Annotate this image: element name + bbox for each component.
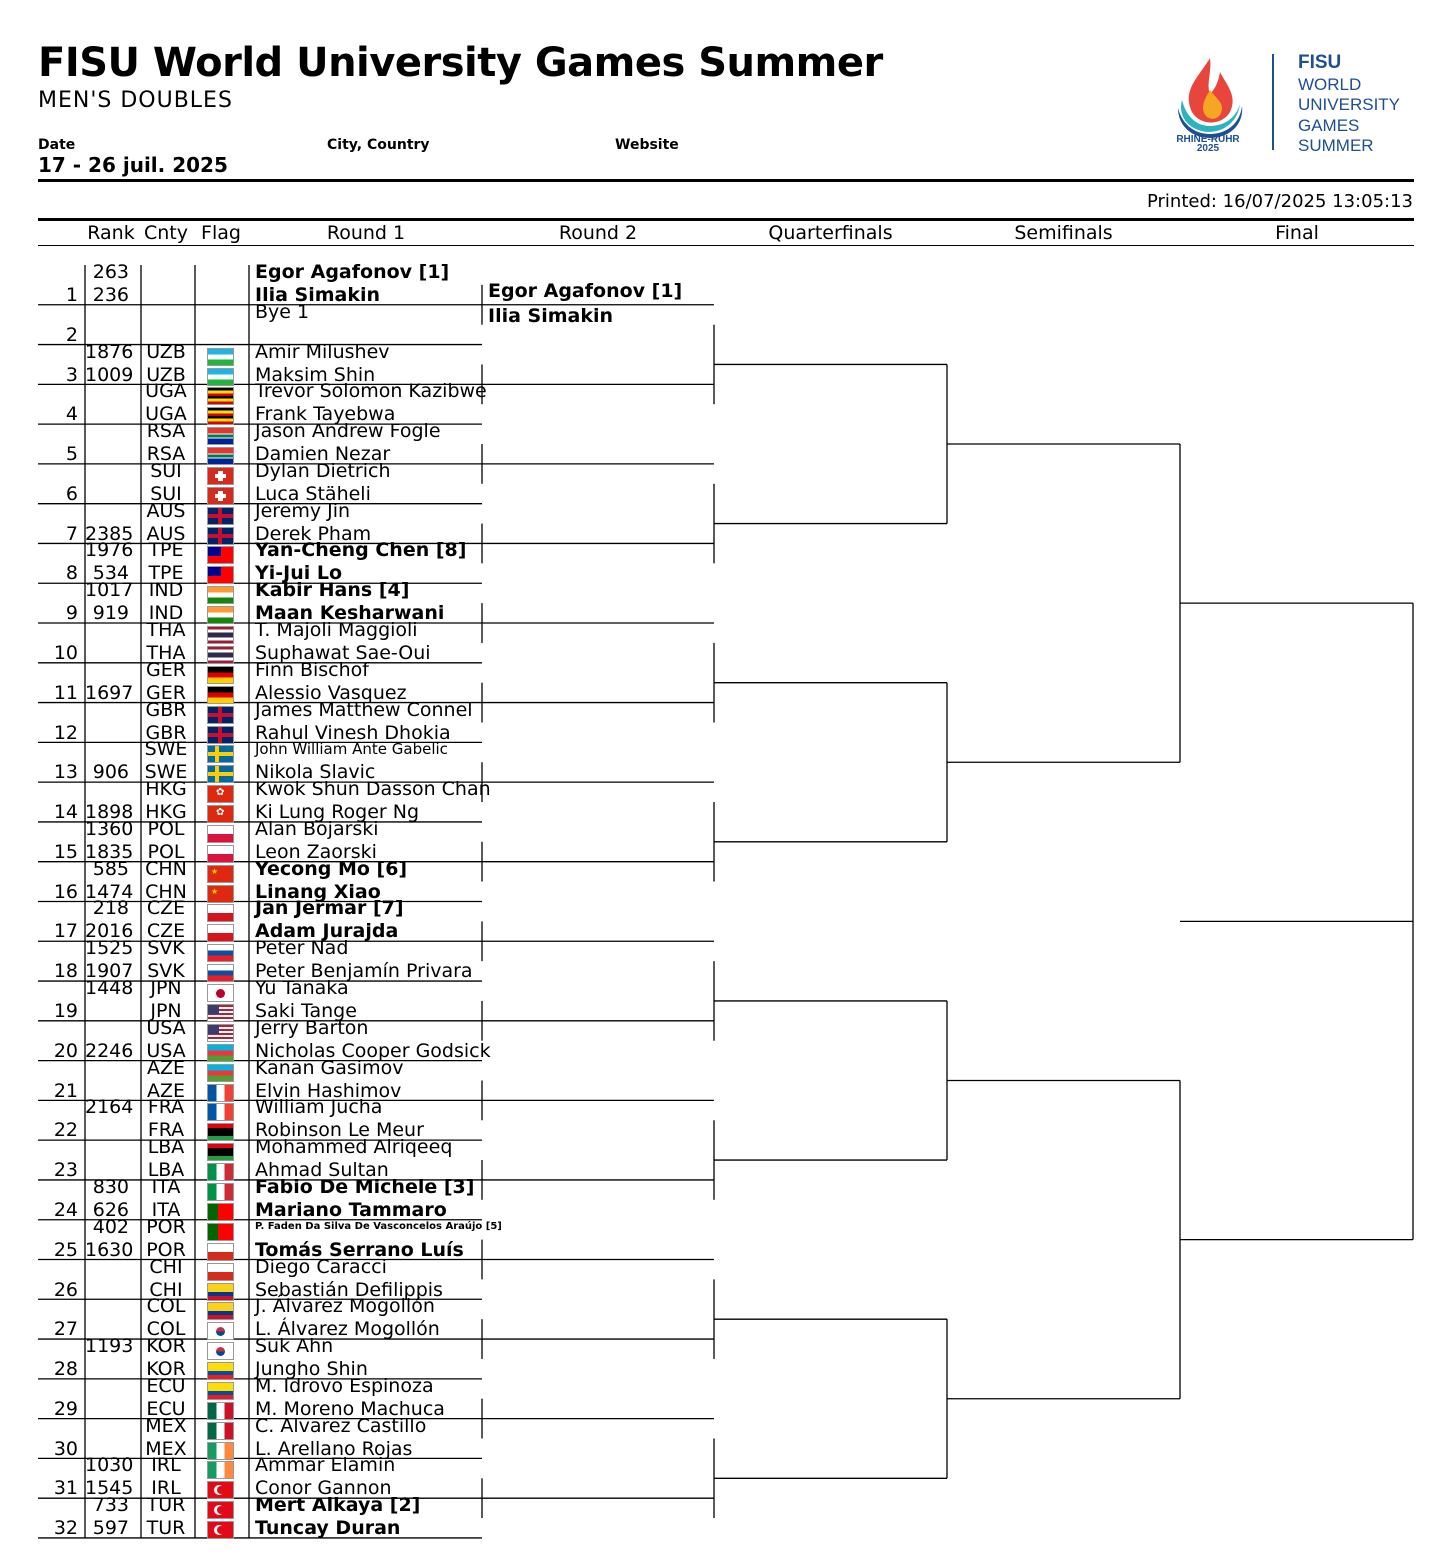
country-2: USA	[146, 1039, 186, 1062]
flag-usa-icon	[207, 1024, 234, 1042]
rank-2: 626	[92, 1198, 129, 1221]
flag-ger-icon	[207, 686, 234, 704]
draw-position: 5	[65, 443, 78, 466]
flag-gbr-icon	[207, 726, 234, 744]
draw-position: 26	[53, 1278, 78, 1301]
player-2: Conor Gannon	[255, 1477, 392, 1500]
country-1: FRA	[147, 1096, 185, 1119]
player-1: Yu Tanaka	[255, 977, 349, 1000]
col-final: Final	[1275, 222, 1319, 244]
flag-irl-icon	[207, 1461, 234, 1479]
rank-1: 1193	[85, 1335, 134, 1358]
country-2: POR	[146, 1238, 186, 1261]
country-2: IRL	[151, 1477, 181, 1500]
country-1: TUR	[146, 1494, 186, 1517]
player-1: Trevor Solomon Kazibwe	[255, 380, 487, 403]
rank-2: 906	[92, 761, 129, 784]
player-2: Mariano Tammaro	[255, 1198, 447, 1221]
event-subtitle: MEN'S DOUBLES	[38, 88, 233, 113]
rank-1: 1017	[85, 579, 134, 602]
player-2: Nikola Slavic	[255, 761, 376, 784]
country-2: LBA	[147, 1159, 185, 1182]
country-1: THA	[146, 619, 186, 642]
rank-1: 402	[92, 1215, 129, 1238]
country-1: AUS	[146, 499, 186, 522]
flag-ind-icon	[207, 586, 234, 604]
country-2: AUS	[146, 522, 186, 545]
flag-cze-icon	[207, 924, 234, 942]
player-2: Derek Pham	[255, 522, 372, 545]
player-1: Ammar Elamin	[255, 1454, 396, 1477]
flag-ecu-icon	[207, 1362, 234, 1380]
rank-1: 1030	[85, 1454, 134, 1477]
flag-kor-icon	[207, 1342, 234, 1360]
flag-swe-icon	[207, 745, 234, 763]
player-2: Frank Tayebwa	[255, 403, 396, 426]
flag-jpn-icon	[207, 984, 234, 1002]
player-1: John William Ante Gabelic	[255, 740, 448, 759]
flag-irl-icon	[207, 1442, 234, 1460]
rank-1: 1525	[85, 937, 134, 960]
country-1: SWE	[144, 738, 188, 761]
logo-text-rhine: RHINE-RUHR	[1176, 134, 1240, 145]
player-2: Suphawat Sae-Oui	[255, 642, 431, 665]
country-2: CHN	[145, 880, 187, 903]
flag-lba-icon	[207, 1123, 234, 1141]
col-round2: Round 2	[558, 222, 638, 244]
player-1: Kanan Gasimov	[255, 1056, 404, 1079]
rank-2: 597	[92, 1517, 129, 1540]
draw-position: 17	[53, 920, 78, 943]
logo-world: WORLD	[1298, 75, 1362, 94]
col-semifinals: Semifinals	[1014, 222, 1113, 244]
flag-mex-icon	[207, 1402, 234, 1420]
player-2: Sebastián Defilippis	[255, 1278, 443, 1301]
rank-1: 218	[92, 897, 129, 920]
rank-2: 1474	[85, 880, 134, 903]
player-2: Maksim Shin	[255, 363, 376, 386]
country-1: JPN	[150, 977, 182, 1000]
draw-position: 31	[53, 1477, 78, 1500]
player-1: Yecong Mo [6]	[255, 857, 408, 880]
country-1: UGA	[145, 380, 187, 403]
player-2: Rahul Vinesh Dhokia	[255, 721, 451, 744]
player-2: Jungho Shin	[255, 1358, 368, 1381]
flag-ita-icon	[207, 1183, 234, 1201]
player-1: Dylan Dietrich	[255, 459, 391, 482]
country-1: SUI	[150, 459, 182, 482]
draw-position: 10	[53, 642, 78, 665]
flag-ecu-icon	[207, 1382, 234, 1400]
player-2: Tuncay Duran	[255, 1517, 401, 1540]
rank-1: 1448	[85, 977, 134, 1000]
flag-ger-icon	[207, 666, 234, 684]
flag-pol-icon	[207, 845, 234, 863]
country-2: KOR	[146, 1358, 186, 1381]
player-2: Nicholas Cooper Godsick	[255, 1039, 491, 1062]
country-2: CHI	[149, 1278, 183, 1301]
country-1: ECU	[146, 1374, 186, 1397]
draw-position: 18	[53, 960, 78, 983]
country-2: FRA	[147, 1119, 185, 1142]
country-1: IRL	[151, 1454, 181, 1477]
draw-position: 23	[53, 1159, 78, 1182]
player-1: Kabir Hans [4]	[255, 579, 410, 602]
draw-position: 16	[53, 880, 78, 903]
flag-fra-icon	[207, 1103, 234, 1121]
rank-1: 830	[92, 1175, 129, 1198]
player-1: Kwok Shun Dasson Chan	[255, 778, 491, 801]
draw-position: 32	[53, 1517, 78, 1540]
player-1: Finn Bischof	[255, 658, 369, 681]
player-2: Maan Kesharwani	[255, 602, 445, 625]
country-2: THA	[146, 642, 186, 665]
rank-2: 534	[92, 562, 129, 585]
draw-position: 9	[65, 602, 78, 625]
player-1: Alan Bojarski	[255, 817, 379, 840]
rank-2: 1835	[85, 840, 134, 863]
flag-swe-icon	[207, 765, 234, 783]
website-label: Website	[615, 137, 679, 153]
draw-position: 14	[53, 801, 78, 824]
draw-position: 29	[53, 1397, 78, 1420]
draw-position: 30	[53, 1437, 78, 1460]
rank-1: 585	[92, 857, 129, 880]
player-1: J. Álvarez Mogollón	[255, 1295, 435, 1318]
country-1: TPE	[148, 539, 184, 562]
flag-hkg-icon: ✿	[207, 785, 234, 803]
player-1: M. Idrovo Espinoza	[255, 1374, 434, 1397]
player-2: Damien Nezar	[255, 443, 391, 466]
player-1: Jan Jermar [7]	[255, 897, 404, 920]
flag-chn-icon: ★	[207, 865, 234, 883]
rank-2: 1009	[85, 363, 134, 386]
round2-winner-2: Ilia Simakin	[488, 305, 614, 327]
player-1: Jeremy Jin	[255, 499, 351, 522]
country-1: CHI	[149, 1255, 183, 1278]
player-1: Diego Caracci	[255, 1255, 387, 1278]
player-2: Adam Jurajda	[255, 920, 399, 943]
flag-col-icon	[207, 1302, 234, 1320]
logo-university: UNIVERSITY	[1298, 95, 1401, 114]
country-1: SVK	[147, 937, 185, 960]
country-1: MEX	[145, 1414, 187, 1437]
col-rank: Rank	[87, 222, 135, 244]
player-1: William Jucha	[255, 1096, 383, 1119]
draw-position: 7	[65, 522, 78, 545]
draw-position: 22	[53, 1119, 78, 1142]
flag-tpe-icon	[207, 566, 234, 584]
country-2: SWE	[144, 761, 188, 784]
country-2: IND	[148, 602, 184, 625]
rank-1: 1360	[85, 817, 134, 840]
draw-position: 8	[65, 562, 78, 585]
country-1: GER	[146, 658, 186, 681]
flag-kor-icon	[207, 1322, 234, 1340]
player-2: Robinson Le Meur	[255, 1119, 424, 1142]
country-1: LBA	[147, 1136, 185, 1159]
flag-aze-icon	[207, 1044, 234, 1062]
flag-cze-icon	[207, 904, 234, 922]
country-1: ITA	[151, 1175, 181, 1198]
player-2: Ilia Simakin	[255, 284, 381, 306]
country-2: UGA	[145, 403, 187, 426]
player-2: M. Moreno Machuca	[255, 1397, 445, 1420]
player-1: Fabio De Michele [3]	[255, 1175, 475, 1198]
draw-position: 11	[53, 681, 78, 704]
rank-2: 1697	[85, 681, 134, 704]
country-1: UZB	[146, 340, 186, 363]
player-2: L. Álvarez Mogollón	[255, 1318, 440, 1341]
flag-aus-icon	[207, 507, 234, 525]
country-1: POL	[147, 817, 185, 840]
country-2: UZB	[146, 363, 186, 386]
flag-tha-icon	[207, 626, 234, 644]
country-2: RSA	[146, 443, 186, 466]
col-flag: Flag	[201, 222, 241, 244]
country-2: TPE	[148, 562, 184, 585]
flag-uga-icon	[207, 387, 234, 405]
rank-2: 1907	[85, 960, 134, 983]
flag-col-icon	[207, 1283, 234, 1301]
player-1: Jason Andrew Fogle	[255, 420, 441, 443]
player-2: Alessio Vasquez	[255, 681, 407, 704]
rank-1: 2164	[85, 1096, 134, 1119]
player-1: T. Majoli Maggioli	[255, 619, 418, 642]
flag-hkg-icon: ✿	[207, 805, 234, 823]
rank-2: 2016	[85, 920, 134, 943]
country-1: GBR	[145, 698, 187, 721]
country-1: AZE	[146, 1056, 186, 1079]
draw-position: 12	[53, 721, 78, 744]
country-2: JPN	[150, 1000, 182, 1023]
draw-position: 19	[53, 1000, 78, 1023]
draw-position: 3	[65, 363, 78, 386]
player-1: C. Alvarez Castillo	[255, 1414, 427, 1437]
flag-mex-icon	[207, 1422, 234, 1440]
player-2: Leon Zaorski	[255, 840, 377, 863]
country-1: POR	[146, 1215, 186, 1238]
player-2: Linang Xiao	[255, 880, 381, 903]
country-1: IND	[148, 579, 184, 602]
flag-tur-icon	[207, 1481, 234, 1499]
country-1: USA	[146, 1016, 186, 1039]
col-round1: Round 1	[326, 222, 406, 244]
rank-1: 733	[92, 1494, 129, 1517]
player-2: Elvin Hashimov	[255, 1079, 402, 1102]
country-2: COL	[146, 1318, 186, 1341]
flag-ita-icon	[207, 1163, 234, 1181]
rank-1: 1976	[85, 539, 134, 562]
country-2: ECU	[146, 1397, 186, 1420]
player-1: Bye 1	[255, 300, 310, 323]
col-quarterfinals: Quarterfinals	[768, 222, 893, 244]
country-1: RSA	[146, 420, 186, 443]
draw-position: 28	[53, 1358, 78, 1381]
rank-2: 1630	[85, 1238, 134, 1261]
rank-2: 2246	[85, 1039, 134, 1062]
flag-svk-icon	[207, 964, 234, 982]
flag-por-icon	[207, 1203, 234, 1221]
player-1: Jerry Barton	[255, 1016, 369, 1039]
flag-uzb-icon	[207, 348, 234, 366]
country-2: TUR	[146, 1517, 186, 1540]
logo-summer: SUMMER	[1298, 136, 1374, 155]
flag-uga-icon	[207, 407, 234, 425]
country-2: AZE	[146, 1079, 186, 1102]
flag-aus-icon	[207, 527, 234, 545]
flag-gbr-icon	[207, 706, 234, 724]
col-cnty: Cnty	[143, 222, 188, 244]
draw-position: 21	[53, 1079, 78, 1102]
player-2: Yi-Jui Lo	[255, 562, 343, 585]
country-1: CZE	[146, 897, 186, 920]
country-2: CZE	[146, 920, 186, 943]
player-1: Amir Milushev	[255, 340, 390, 363]
flag-usa-icon	[207, 1004, 234, 1022]
draw-position: 13	[53, 761, 78, 784]
flag-aze-icon	[207, 1064, 234, 1082]
draw-position: 1	[65, 284, 78, 306]
flag-svk-icon	[207, 944, 234, 962]
rank-2: 919	[92, 602, 129, 625]
country-1: KOR	[146, 1335, 186, 1358]
draw-position: 4	[65, 403, 78, 426]
logo-text-year: 2025	[1196, 143, 1220, 154]
country-1: CHN	[145, 857, 187, 880]
flag-chi-icon	[207, 1243, 234, 1261]
flag-sui-icon	[207, 487, 234, 505]
rank-1: 1876	[85, 340, 134, 363]
player-2: Tomás Serrano Luís	[255, 1238, 464, 1261]
country-2: MEX	[145, 1437, 187, 1460]
player-2: Ahmad Sultan	[255, 1159, 389, 1182]
draw-position: 25	[53, 1238, 78, 1261]
rank-2: 236	[92, 284, 129, 306]
draw-position: 6	[65, 482, 78, 505]
flag-pol-icon	[207, 825, 234, 843]
flag-rsa-icon	[207, 447, 234, 465]
flag-fra-icon	[207, 1084, 234, 1102]
country-2: HKG	[145, 801, 187, 824]
country-2: GER	[146, 681, 186, 704]
player-2: Peter Benjamín Privara	[255, 960, 473, 983]
draw-position: 27	[53, 1318, 78, 1341]
flag-tur-icon	[207, 1501, 234, 1519]
flag-chn-icon: ★	[207, 885, 234, 903]
city-label: City, Country	[327, 137, 430, 153]
player-1: Suk Ahn	[255, 1335, 334, 1358]
logo-fisu: FISU	[1298, 52, 1342, 73]
date-label: Date	[38, 137, 76, 153]
player-1: Yan-Cheng Chen [8]	[255, 539, 467, 562]
rank-2: 2385	[85, 522, 134, 545]
draw-position: 24	[53, 1198, 78, 1221]
page-title: FISU World University Games Summer	[38, 40, 883, 86]
country-2: ITA	[151, 1198, 181, 1221]
rank-2: 1545	[85, 1477, 134, 1500]
flag-lba-icon	[207, 1143, 234, 1161]
rank-2: 1898	[85, 801, 134, 824]
flag-sui-icon	[207, 467, 234, 485]
draw-position: 20	[53, 1039, 78, 1062]
printed-timestamp: Printed: 16/07/2025 13:05:13	[1146, 191, 1413, 212]
round2-winner-1: Egor Agafonov [1]	[488, 280, 683, 302]
country-1: HKG	[145, 778, 187, 801]
flag-tur-icon	[207, 1521, 234, 1539]
player-1: James Matthew Connel	[255, 698, 473, 721]
country-2: SUI	[150, 482, 182, 505]
country-2: SVK	[147, 960, 185, 983]
draw-position: 2	[65, 323, 78, 346]
flag-ind-icon	[207, 606, 234, 624]
flag-chi-icon	[207, 1263, 234, 1281]
player-1: Peter Nad	[255, 937, 349, 960]
player-2: L. Arellano Rojas	[255, 1437, 413, 1460]
country-2: POL	[147, 840, 185, 863]
country-1: COL	[146, 1295, 186, 1318]
player-1: P. Faden Da Silva De Vasconcelos Araújo [5]	[255, 1220, 502, 1232]
player-2: Ki Lung Roger Ng	[255, 801, 420, 824]
draw-position: 15	[53, 840, 78, 863]
flag-por-icon	[207, 1223, 234, 1241]
player-1: Mohammed Alriqeeq	[255, 1136, 453, 1159]
flag-tpe-icon	[207, 546, 234, 564]
date-value: 17 - 26 juil. 2025	[38, 153, 228, 177]
country-2: GBR	[145, 721, 187, 744]
flag-rsa-icon	[207, 427, 234, 445]
player-2: Luca Stäheli	[255, 482, 371, 505]
logo-games: GAMES	[1298, 116, 1360, 135]
player-1: Egor Agafonov [1]	[255, 261, 450, 283]
player-1: Mert Alkaya [2]	[255, 1494, 421, 1517]
player-2: Saki Tange	[255, 1000, 357, 1023]
flag-uzb-icon	[207, 368, 234, 386]
flag-tha-icon	[207, 646, 234, 664]
rank-1: 263	[92, 261, 129, 283]
